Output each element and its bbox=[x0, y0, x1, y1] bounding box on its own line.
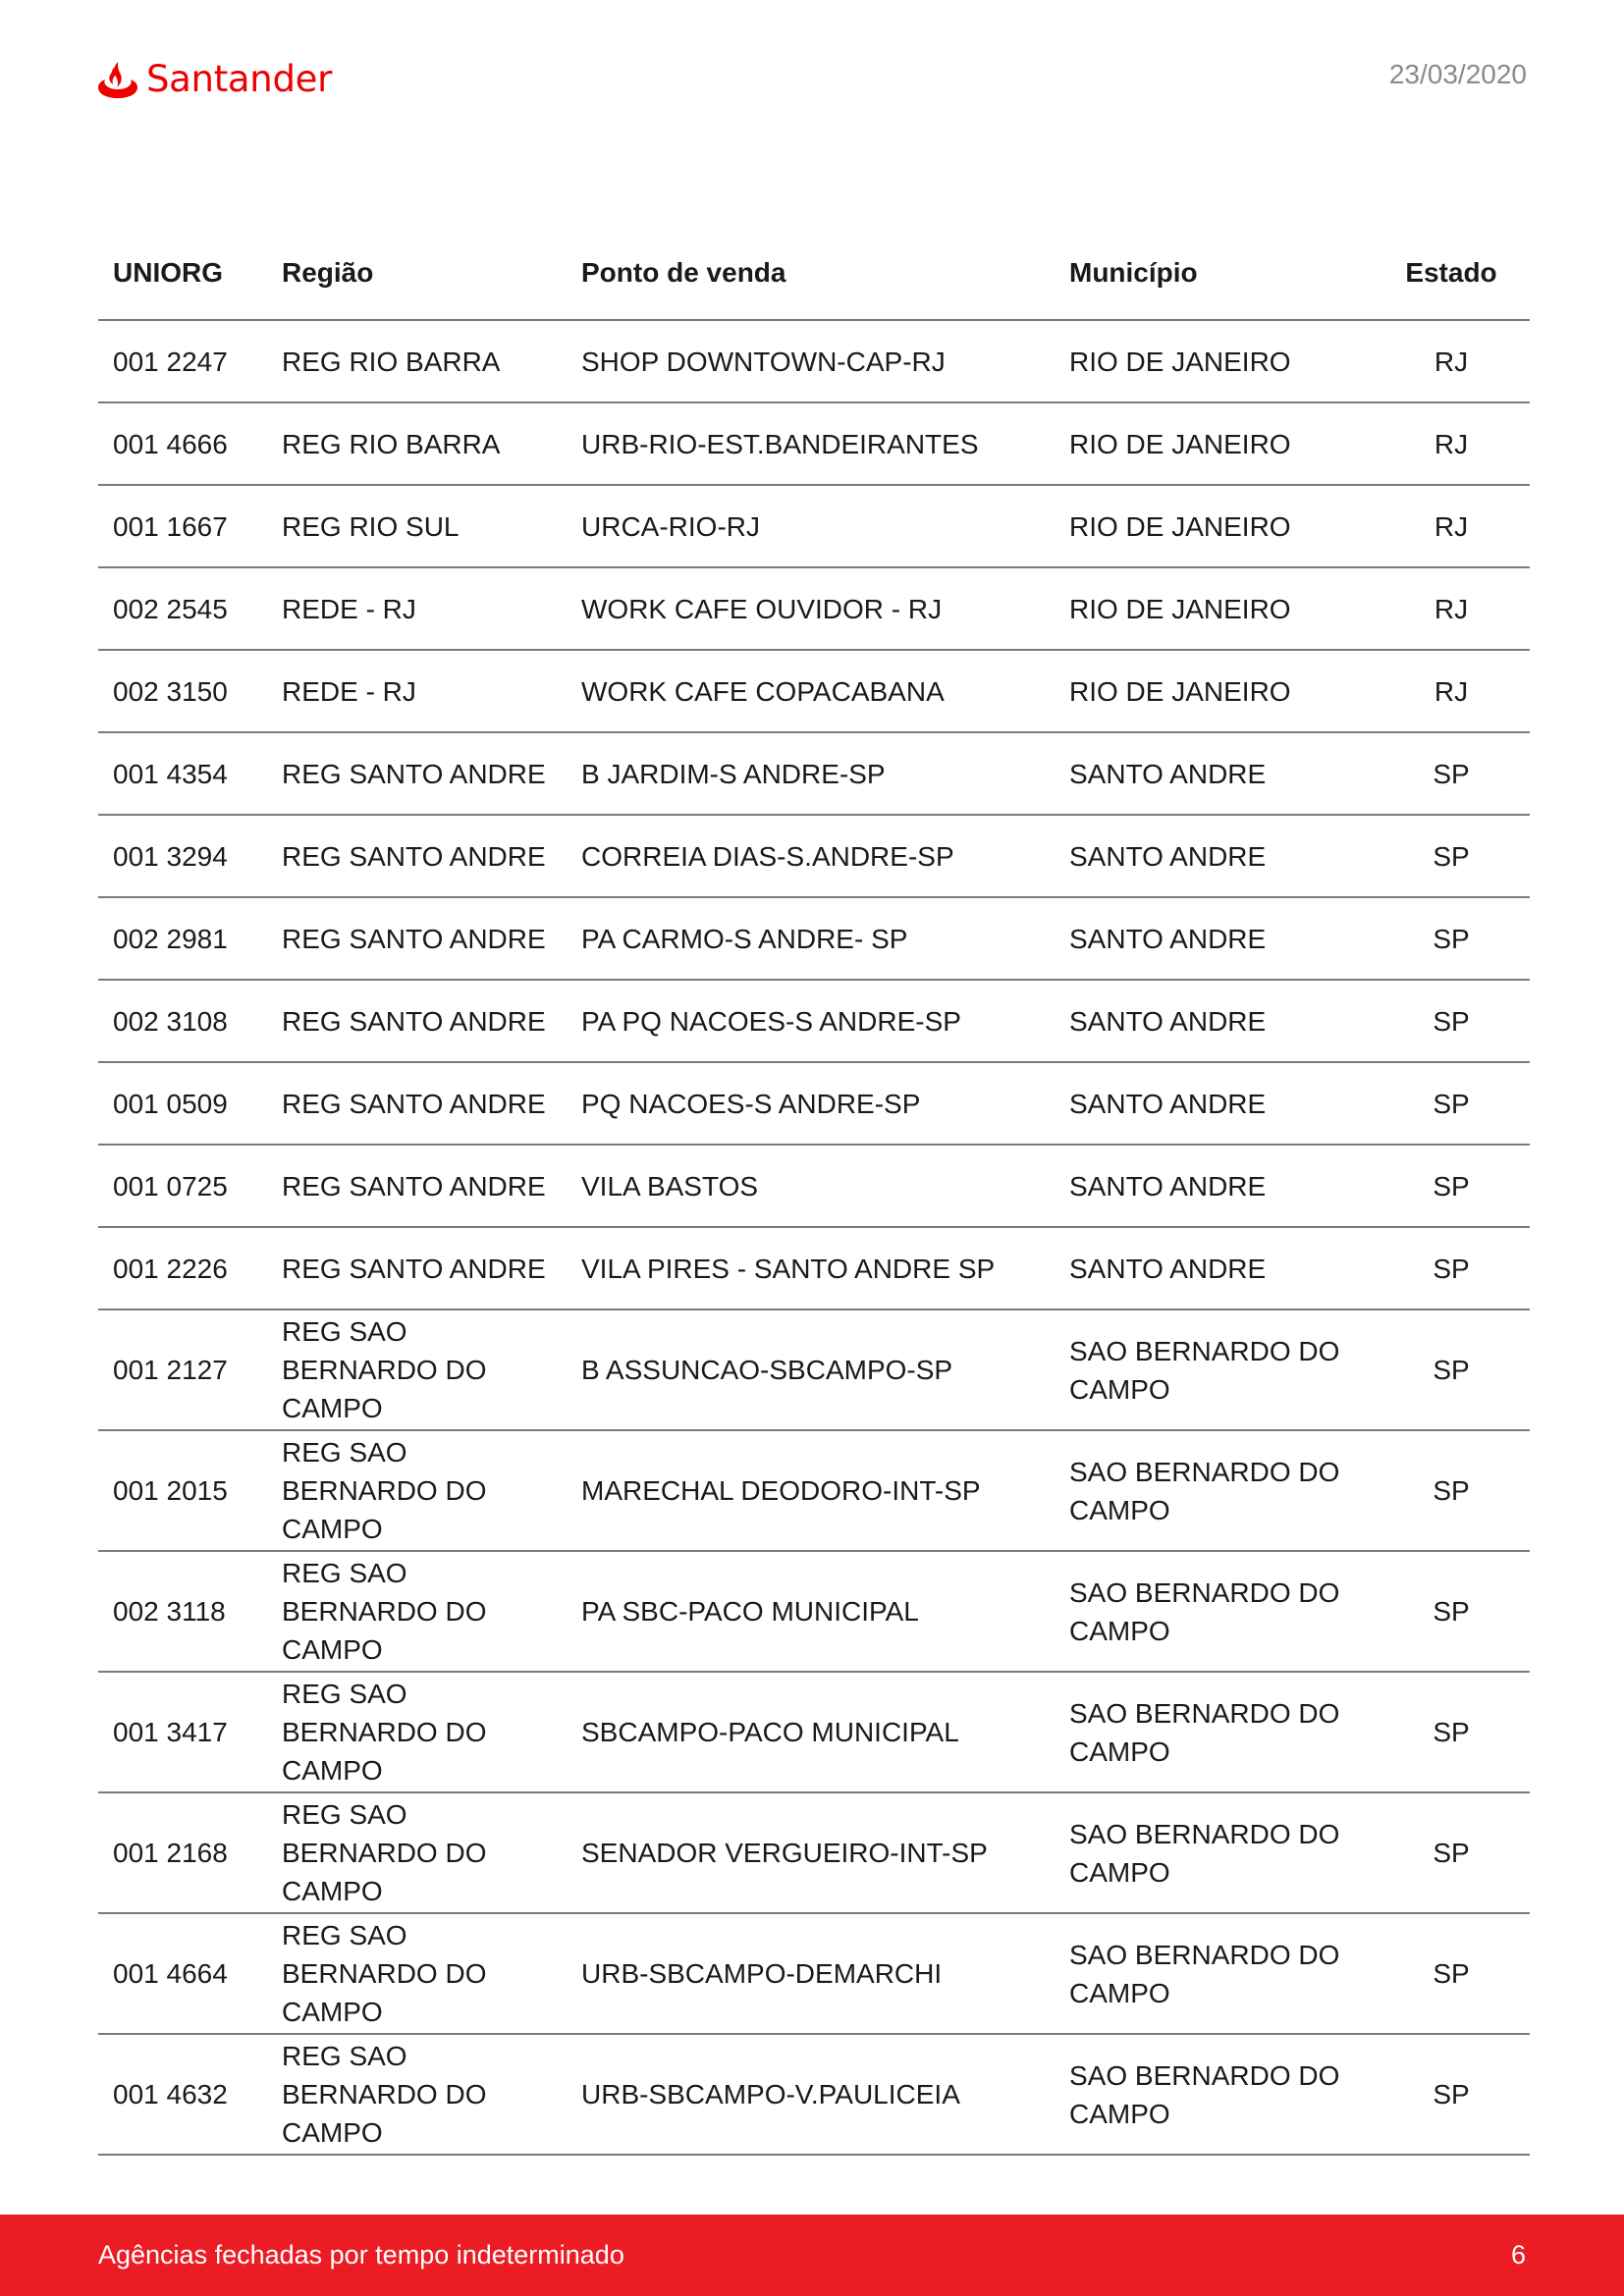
cell-estado: SP bbox=[1373, 1227, 1530, 1309]
cell-estado: SP bbox=[1373, 1792, 1530, 1913]
cell-regiao: REG SANTO ANDRE bbox=[267, 1062, 567, 1145]
table-row bbox=[98, 567, 1530, 650]
cell-ponto-de-venda: MARECHAL DEODORO-INT-SP bbox=[567, 1430, 1055, 1551]
column-header-ponto-de-venda: Ponto de venda bbox=[567, 226, 1055, 320]
cell-uniorg: 002 2545 bbox=[98, 567, 267, 650]
table-row bbox=[98, 320, 1530, 402]
cell-estado: RJ bbox=[1373, 567, 1530, 650]
cell-ponto-de-venda: PA CARMO-S ANDRE- SP bbox=[567, 897, 1055, 980]
cell-estado: SP bbox=[1373, 1309, 1530, 1430]
cell-estado: SP bbox=[1373, 1145, 1530, 1227]
cell-municipio: SANTO ANDRE bbox=[1055, 1227, 1373, 1309]
table-row bbox=[98, 897, 1530, 980]
cell-regiao: REG SAO BERNARDO DO CAMPO bbox=[267, 1913, 567, 2034]
cell-estado: RJ bbox=[1373, 402, 1530, 485]
cell-estado: RJ bbox=[1373, 320, 1530, 402]
cell-regiao: REG SANTO ANDRE bbox=[267, 1227, 567, 1309]
cell-uniorg: 002 3150 bbox=[98, 650, 267, 732]
table-row bbox=[98, 1062, 1530, 1145]
document-date: 23/03/2020 bbox=[1388, 59, 1527, 89]
cell-estado: SP bbox=[1373, 897, 1530, 980]
column-header-regiao: Região bbox=[267, 226, 567, 320]
table-row bbox=[98, 1792, 1530, 1913]
cell-uniorg: 002 3118 bbox=[98, 1551, 267, 1672]
page-footer bbox=[0, 2215, 1624, 2296]
agencies-table bbox=[98, 226, 1530, 2156]
cell-municipio: RIO DE JANEIRO bbox=[1055, 320, 1373, 402]
cell-municipio: SAO BERNARDO DO CAMPO bbox=[1055, 1913, 1373, 2034]
column-header-municipio: Município bbox=[1055, 226, 1373, 320]
table-row bbox=[98, 2034, 1530, 2155]
cell-ponto-de-venda: PA PQ NACOES-S ANDRE-SP bbox=[567, 980, 1055, 1062]
cell-regiao: REG SAO BERNARDO DO CAMPO bbox=[267, 1672, 567, 1792]
cell-ponto-de-venda: WORK CAFE OUVIDOR - RJ bbox=[567, 567, 1055, 650]
cell-estado: RJ bbox=[1373, 485, 1530, 567]
cell-uniorg: 001 2127 bbox=[98, 1309, 267, 1430]
page-header bbox=[0, 0, 1624, 157]
brand-name: Santander bbox=[146, 58, 333, 100]
cell-regiao: REDE - RJ bbox=[267, 567, 567, 650]
cell-municipio: SAO BERNARDO DO CAMPO bbox=[1055, 1309, 1373, 1430]
santander-logo bbox=[97, 57, 332, 102]
cell-ponto-de-venda: CORREIA DIAS-S.ANDRE-SP bbox=[567, 815, 1055, 897]
cell-ponto-de-venda: B ASSUNCAO-SBCAMPO-SP bbox=[567, 1309, 1055, 1430]
cell-municipio: RIO DE JANEIRO bbox=[1055, 650, 1373, 732]
cell-estado: SP bbox=[1373, 1551, 1530, 1672]
cell-municipio: RIO DE JANEIRO bbox=[1055, 402, 1373, 485]
cell-ponto-de-venda: VILA PIRES - SANTO ANDRE SP bbox=[567, 1227, 1055, 1309]
table-row bbox=[98, 732, 1530, 815]
table-row bbox=[98, 1913, 1530, 2034]
cell-uniorg: 001 2226 bbox=[98, 1227, 267, 1309]
cell-ponto-de-venda: WORK CAFE COPACABANA bbox=[567, 650, 1055, 732]
cell-ponto-de-venda: SENADOR VERGUEIRO-INT-SP bbox=[567, 1792, 1055, 1913]
cell-regiao: REG SANTO ANDRE bbox=[267, 1145, 567, 1227]
table-row bbox=[98, 402, 1530, 485]
table-header-row bbox=[98, 226, 1530, 320]
column-header-uniorg: UNIORG bbox=[98, 226, 267, 320]
cell-uniorg: 001 2247 bbox=[98, 320, 267, 402]
cell-uniorg: 001 4666 bbox=[98, 402, 267, 485]
cell-municipio: SANTO ANDRE bbox=[1055, 1145, 1373, 1227]
cell-regiao: REG SANTO ANDRE bbox=[267, 732, 567, 815]
table-row bbox=[98, 485, 1530, 567]
cell-uniorg: 002 2981 bbox=[98, 897, 267, 980]
table-row bbox=[98, 815, 1530, 897]
cell-regiao: REG SAO BERNARDO DO CAMPO bbox=[267, 1430, 567, 1551]
page-number: 6 bbox=[1510, 2240, 1526, 2269]
table-row bbox=[98, 1672, 1530, 1792]
cell-regiao: REG RIO BARRA bbox=[267, 320, 567, 402]
santander-flame-icon bbox=[97, 60, 138, 99]
table-row bbox=[98, 1309, 1530, 1430]
cell-uniorg: 001 4664 bbox=[98, 1913, 267, 2034]
cell-municipio: RIO DE JANEIRO bbox=[1055, 485, 1373, 567]
cell-estado: SP bbox=[1373, 1430, 1530, 1551]
cell-uniorg: 002 3108 bbox=[98, 980, 267, 1062]
cell-municipio: SAO BERNARDO DO CAMPO bbox=[1055, 1792, 1373, 1913]
cell-municipio: SAO BERNARDO DO CAMPO bbox=[1055, 1430, 1373, 1551]
cell-regiao: REG SAO BERNARDO DO CAMPO bbox=[267, 2034, 567, 2155]
cell-municipio: SANTO ANDRE bbox=[1055, 980, 1373, 1062]
cell-estado: SP bbox=[1373, 1672, 1530, 1792]
cell-estado: SP bbox=[1373, 1913, 1530, 2034]
cell-uniorg: 001 4632 bbox=[98, 2034, 267, 2155]
cell-regiao: REDE - RJ bbox=[267, 650, 567, 732]
footer-title: Agências fechadas por tempo indeterminado bbox=[98, 2240, 624, 2269]
cell-estado: RJ bbox=[1373, 650, 1530, 732]
cell-estado: SP bbox=[1373, 980, 1530, 1062]
cell-regiao: REG SAO BERNARDO DO CAMPO bbox=[267, 1551, 567, 1672]
cell-ponto-de-venda: SBCAMPO-PACO MUNICIPAL bbox=[567, 1672, 1055, 1792]
cell-ponto-de-venda: PA SBC-PACO MUNICIPAL bbox=[567, 1551, 1055, 1672]
cell-municipio: SANTO ANDRE bbox=[1055, 1062, 1373, 1145]
table-body bbox=[98, 320, 1530, 2155]
cell-municipio: SANTO ANDRE bbox=[1055, 732, 1373, 815]
cell-regiao: REG SANTO ANDRE bbox=[267, 815, 567, 897]
cell-ponto-de-venda: URCA-RIO-RJ bbox=[567, 485, 1055, 567]
table-row bbox=[98, 1551, 1530, 1672]
cell-municipio: SANTO ANDRE bbox=[1055, 815, 1373, 897]
cell-regiao: REG SAO BERNARDO DO CAMPO bbox=[267, 1792, 567, 1913]
column-header-estado: Estado bbox=[1373, 226, 1530, 320]
cell-regiao: REG SANTO ANDRE bbox=[267, 980, 567, 1062]
cell-ponto-de-venda: SHOP DOWNTOWN-CAP-RJ bbox=[567, 320, 1055, 402]
cell-estado: SP bbox=[1373, 2034, 1530, 2155]
cell-estado: SP bbox=[1373, 1062, 1530, 1145]
cell-estado: SP bbox=[1373, 732, 1530, 815]
table-row bbox=[98, 1145, 1530, 1227]
cell-ponto-de-venda: PQ NACOES-S ANDRE-SP bbox=[567, 1062, 1055, 1145]
cell-uniorg: 001 0509 bbox=[98, 1062, 267, 1145]
table-row bbox=[98, 650, 1530, 732]
cell-uniorg: 001 3294 bbox=[98, 815, 267, 897]
cell-uniorg: 001 0725 bbox=[98, 1145, 267, 1227]
table-row bbox=[98, 1430, 1530, 1551]
cell-regiao: REG SANTO ANDRE bbox=[267, 897, 567, 980]
cell-uniorg: 001 1667 bbox=[98, 485, 267, 567]
cell-ponto-de-venda: URB-SBCAMPO-V.PAULICEIA bbox=[567, 2034, 1055, 2155]
table-row bbox=[98, 1227, 1530, 1309]
cell-ponto-de-venda: VILA BASTOS bbox=[567, 1145, 1055, 1227]
cell-municipio: RIO DE JANEIRO bbox=[1055, 567, 1373, 650]
cell-ponto-de-venda: URB-SBCAMPO-DEMARCHI bbox=[567, 1913, 1055, 2034]
cell-municipio: SAO BERNARDO DO CAMPO bbox=[1055, 1672, 1373, 1792]
table-row bbox=[98, 980, 1530, 1062]
cell-municipio: SANTO ANDRE bbox=[1055, 897, 1373, 980]
cell-regiao: REG RIO SUL bbox=[267, 485, 567, 567]
cell-estado: SP bbox=[1373, 815, 1530, 897]
cell-uniorg: 001 4354 bbox=[98, 732, 267, 815]
cell-ponto-de-venda: B JARDIM-S ANDRE-SP bbox=[567, 732, 1055, 815]
cell-ponto-de-venda: URB-RIO-EST.BANDEIRANTES bbox=[567, 402, 1055, 485]
cell-uniorg: 001 2168 bbox=[98, 1792, 267, 1913]
cell-municipio: SAO BERNARDO DO CAMPO bbox=[1055, 1551, 1373, 1672]
cell-uniorg: 001 3417 bbox=[98, 1672, 267, 1792]
agencies-table-container bbox=[98, 226, 1530, 2156]
cell-uniorg: 001 2015 bbox=[98, 1430, 267, 1551]
cell-regiao: REG RIO BARRA bbox=[267, 402, 567, 485]
cell-regiao: REG SAO BERNARDO DO CAMPO bbox=[267, 1309, 567, 1430]
cell-municipio: SAO BERNARDO DO CAMPO bbox=[1055, 2034, 1373, 2155]
